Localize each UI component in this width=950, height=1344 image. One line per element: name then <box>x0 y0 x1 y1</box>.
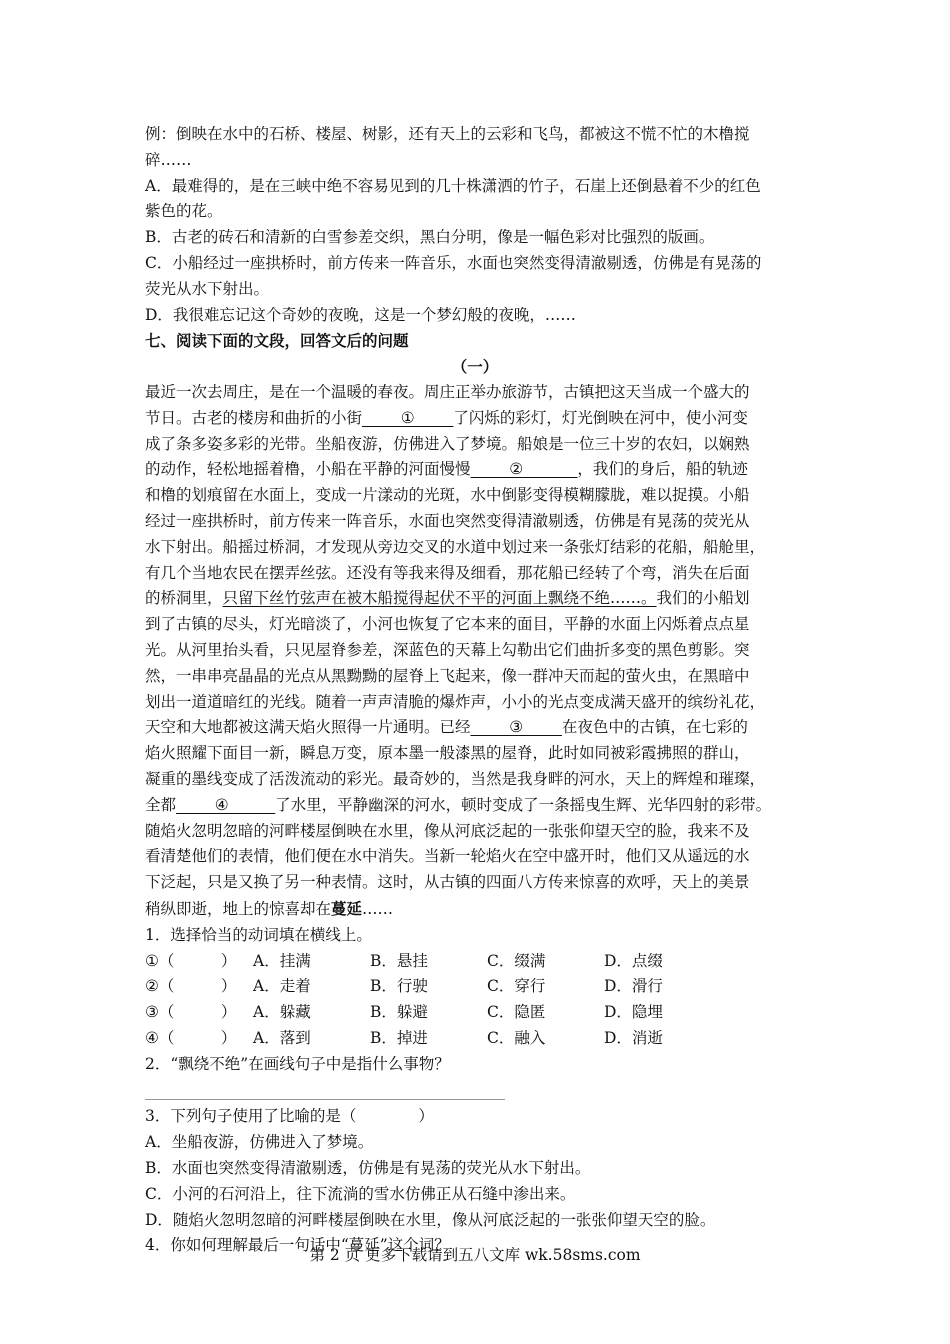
passage-line: 光。从河里抬头看，只见屋脊参差，深蓝色的天幕上勾勒出它们曲折多变的黑色剪影。突 <box>145 640 750 659</box>
underlined-sentence: 只留下丝竹弦声在被木船搅得起伏不平的河面上飘绕不绝……。 <box>222 589 657 608</box>
answer-slot-2[interactable]: ②（ ） <box>145 977 237 996</box>
option-c-line-1: C．小船经过一座拱桥时，前方传来一阵音乐，水面也突然变得清澈剔透，仿佛是有晃荡的 <box>145 253 762 272</box>
option-c-line-2: 荧光从水下射出。 <box>145 279 270 298</box>
worksheet-page <box>145 122 805 1259</box>
passage-line: 看清楚他们的表情，他们便在水中消失。当新一轮焰火在空中盛开时，他们又从遥远的水 <box>145 847 750 866</box>
passage-subtitle: （一） <box>451 357 499 377</box>
question-4-prompt: 4．你如何理解最后一句话中“蔓延”这个词？ <box>145 1236 450 1255</box>
passage-text: 了水里，平静幽深的河水，顿时变成了一条摇曳生辉、光华四射的彩带。 <box>275 795 772 814</box>
option-a-line-1: A．最难得的，是在三峡中绝不容易见到的几十株潇洒的竹子，石崖上还倒悬着不少的红色 <box>145 176 761 195</box>
choice: B．悬挂 <box>370 951 428 970</box>
passage-line <box>145 896 805 923</box>
answer-slot-1[interactable]: ①（ ） <box>145 951 237 970</box>
choice: C．隐匿 <box>487 1003 546 1022</box>
passage-line: 划出一道道暗红的光线。随着一声声清脆的爆炸声，小小的光点变成满天盛开的缤纷礼花， <box>145 692 766 711</box>
choice: D．消逝 <box>604 1028 663 1047</box>
answer-slot-4[interactable]: ④（ ） <box>145 1028 237 1047</box>
blank-2[interactable]: _____②_______ <box>470 460 578 479</box>
blank-3[interactable]: _____③_____ <box>470 718 562 737</box>
choice: C．穿行 <box>487 977 546 996</box>
choice: B．躲避 <box>370 1003 428 1022</box>
question-3-option-c: C．小河的石河沿上，往下流淌的雪水仿佛正从石缝中渗出来。 <box>145 1184 576 1203</box>
passage-text: ，我们的身后，船的轨迹 <box>577 460 748 479</box>
option-a-line-2: 紫色的花。 <box>145 202 223 221</box>
passage-line: 随焰火忽明忽暗的河畔楼屋倒映在水里，像从河底泛起的一张张仰望天空的脸，我来不及 <box>145 821 750 840</box>
choice: A．躲藏 <box>253 1003 311 1022</box>
passage-text: 了闪烁的彩灯，灯光倒映在河中，使小河变 <box>453 408 748 427</box>
passage-text: 天空和大地都被这满天焰火照得一片通明。已经 <box>145 718 471 737</box>
passage-text: 的桥洞里， <box>145 589 223 608</box>
choice: D．隐埋 <box>604 1003 663 1022</box>
blank-4[interactable]: _____④______ <box>176 795 276 814</box>
question-3-prompt: 3．下列句子使用了比喻的是（ ） <box>145 1107 434 1126</box>
page-footer: 第 2 页 更多下载请到五八文库 wk.58sms.com <box>309 1246 641 1264</box>
passage-line: 焰火照耀下面目一新，瞬息万变，原本墨一般漆黑的屋脊，此时如同被彩霞拂照的群山， <box>145 744 750 763</box>
passage-line: 然，一串串亮晶晶的光点从黑黝黝的屋脊上飞起来，像一群冲天而起的萤火虫，在黑暗中 <box>145 666 750 685</box>
passage-text: 的动作，轻松地摇着橹，小船在平静的河面慢慢 <box>145 460 471 479</box>
passage-line <box>145 586 805 612</box>
passage-line <box>145 715 805 741</box>
passage-line <box>145 457 805 483</box>
passage-line: 到了古镇的尽头，灯光暗淡了，小河也恢复了它本来的面目，平静的水面上闪烁着点点星 <box>145 615 750 634</box>
passage-line: 下泛起，只是又换了另一种表情。这时，从古镇的四面八方传来惊喜的欢呼，天上的美景 <box>145 873 750 892</box>
question-3-option-d: D．随焰火忽明忽暗的河畔楼屋倒映在水里，像从河底泛起的一张张仰望天空的脸。 <box>145 1210 716 1229</box>
passage-line <box>145 793 805 819</box>
passage-line: 有几个当地农民在摆弄丝弦。还没有等我来得及细看，那花船已经转了个弯，消失在后面 <box>145 563 750 582</box>
example-line-2: 碎…… <box>145 150 192 169</box>
choice: B．行驶 <box>370 977 428 996</box>
passage-text: 我们的小船划 <box>656 589 750 608</box>
passage-text: 全都 <box>145 795 177 814</box>
example-line-1: 例：倒映在水中的石桥、楼屋、树影，还有天上的云彩和飞鸟，都被这不慌不忙的木橹搅 <box>145 125 750 143</box>
passage-line: 和橹的划痕留在水面上，变成一片漾动的光斑，水中倒影变得模糊朦胧，难以捉摸。小船 <box>145 486 750 505</box>
question-1-row-3 <box>145 1000 805 1026</box>
passage-line: 经过一座拱桥时，前方传来一阵音乐，水面也突然变得清澈剔透，仿佛是有晃荡的荧光从 <box>145 511 750 530</box>
bold-word-manyan: 蔓延 <box>331 898 363 918</box>
passage-line <box>145 406 805 432</box>
question-1-prompt: 1．选择恰当的动词填在横线上。 <box>145 925 372 944</box>
reading-passage <box>145 380 805 923</box>
choice: C．融入 <box>487 1028 546 1047</box>
choice: A．挂满 <box>253 951 311 970</box>
passage-line: 最近一次去周庄，是在一个温暖的春夜。周庄正举办旅游节，古镇把这天当成一个盛大的 <box>145 382 750 401</box>
blank-1[interactable]: _____①_____ <box>362 408 454 427</box>
answer-slot-3[interactable]: ③（ ） <box>145 1003 237 1022</box>
choice: C．缀满 <box>487 951 546 970</box>
choice: A．落到 <box>253 1028 311 1047</box>
option-d: D．我很难忘记这个奇妙的夜晚，这是一个梦幻般的夜晚，…… <box>145 305 576 324</box>
choice: D．滑行 <box>604 977 663 996</box>
question-2-prompt: 2．“飘绕不绝”在画线句子中是指什么事物？ <box>145 1054 450 1073</box>
question-1-row-4 <box>145 1026 805 1052</box>
choice: B．掉进 <box>370 1028 428 1047</box>
passage-line: 水下射出。船摇过桥洞，才发现从旁边交叉的水道中划过来一条张灯结彩的花船，船舱里， <box>145 537 766 556</box>
option-b: B．古老的砖石和清新的白雪参差交织，黑白分明，像是一幅色彩对比强烈的版画。 <box>145 228 715 247</box>
passage-line: 凝重的墨线变成了活泼流动的彩光。最奇妙的，当然是我身畔的河水，天上的辉煌和璀璨， <box>145 769 766 788</box>
passage-text: 节日。古老的楼房和曲折的小街 <box>145 408 363 427</box>
answer-line-q2[interactable] <box>145 1077 505 1100</box>
choice: A．走着 <box>253 977 311 996</box>
question-3-option-b: B．水面也突然变得清澈剔透，仿佛是有晃荡的荧光从水下射出。 <box>145 1159 591 1178</box>
question-1-row-2 <box>145 974 805 1000</box>
section-title: 七、阅读下面的文段，回答文后的问题 <box>145 331 409 351</box>
passage-text: 稍纵即逝，地上的惊喜却在 <box>145 899 332 918</box>
question-1-row-1 <box>145 949 805 975</box>
passage-line: 成了条多姿多彩的光带。坐船夜游，仿佛进入了梦境。船娘是一位三十岁的农妇，以娴熟 <box>145 434 750 453</box>
question-3-option-a: A．坐船夜游，仿佛进入了梦境。 <box>145 1133 374 1152</box>
passage-text: …… <box>362 899 394 918</box>
choice: D．点缀 <box>604 951 663 970</box>
passage-text: 在夜色中的古镇，在七彩的 <box>561 718 748 737</box>
